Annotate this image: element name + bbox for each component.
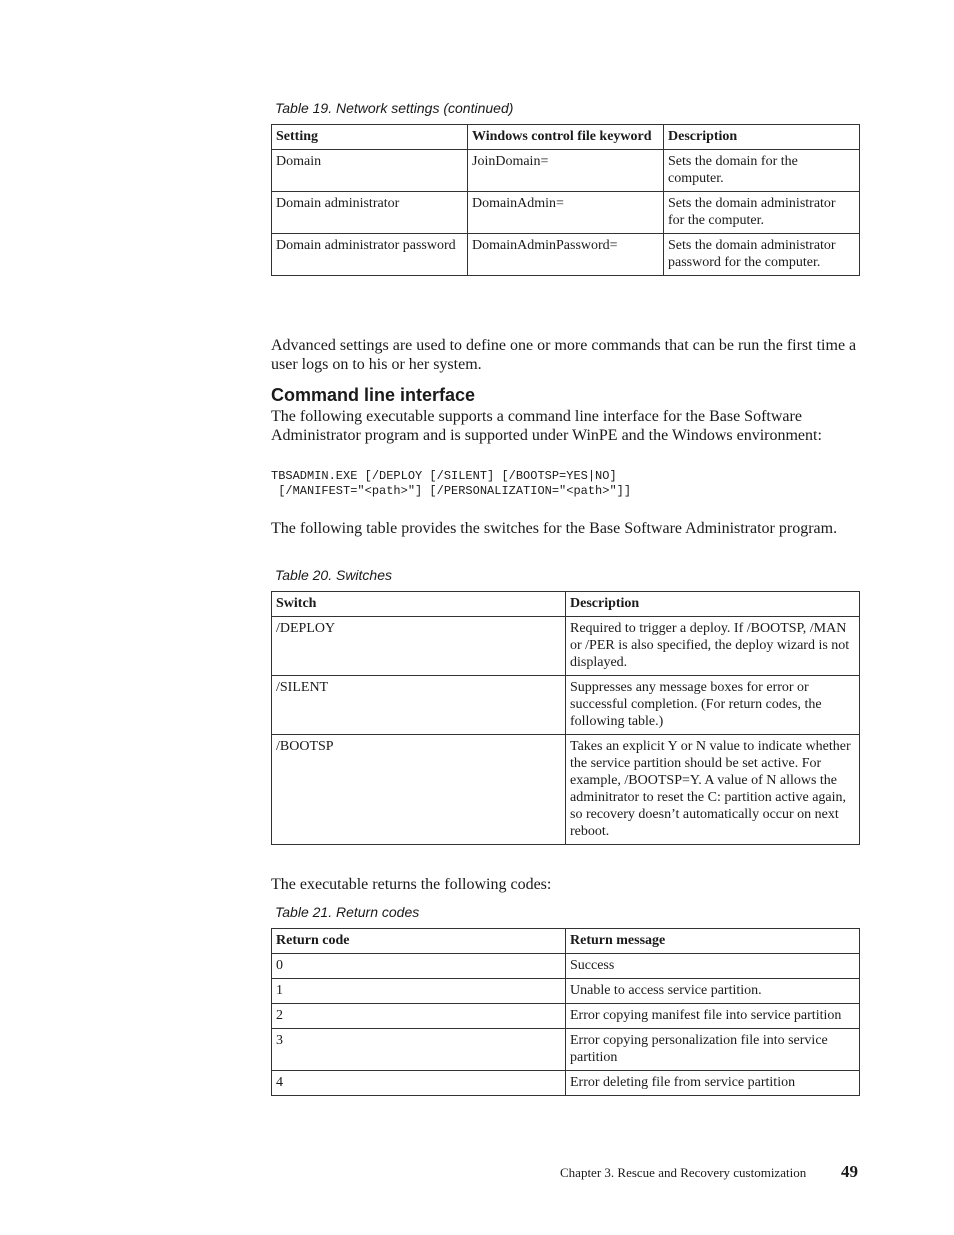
table-header-cell: Return code — [272, 929, 566, 954]
table-cell: 2 — [272, 1004, 566, 1029]
table-cell: Error copying personalization file into service partition — [566, 1029, 860, 1071]
table-row — [272, 954, 860, 979]
table-header-cell: Description — [566, 592, 860, 617]
table-cell: Takes an explicit Y or N value to indicate whether the service partition should be set active. For example, /BOOTSP=Y. A value of N allows the adminitrator to reset the C: partition active again, so recovery doesn’t automatically occur on next reboot. — [566, 735, 860, 845]
intro-paragraph: The following executable supports a command line interface for the Base Software Administrator program and is supported under WinPE and the Windows environment: — [271, 408, 822, 444]
table-cell: /DEPLOY — [272, 617, 566, 676]
table-21 — [271, 928, 860, 1096]
switches-intro-paragraph: The following table provides the switches for the Base Software Administrator program. — [271, 520, 838, 537]
table-cell: 4 — [272, 1071, 566, 1096]
table-cell: 1 — [272, 979, 566, 1004]
table-cell: Error copying manifest file into service partition — [566, 1004, 860, 1029]
table-cell: /BOOTSP — [272, 735, 566, 845]
table-cell: Required to trigger a deploy. If /BOOTSP, /MAN or /PER is also specified, the deploy wizard is not displayed. — [566, 617, 860, 676]
table-row — [272, 676, 860, 735]
table-row — [272, 1029, 860, 1071]
table-cell: DomainAdminPassword= — [468, 234, 664, 276]
table-header-cell: Switch — [272, 592, 566, 617]
table-cell: Success — [566, 954, 860, 979]
table-21-caption: Table 21. Return codes — [275, 904, 420, 920]
table-cell: JoinDomain= — [468, 150, 664, 192]
table-cell: Sets the domain administrator for the computer. — [664, 192, 860, 234]
table-row — [272, 150, 860, 192]
table-cell: Error deleting file from service partition — [566, 1071, 860, 1096]
table-19-caption: Table 19. Network settings (continued) — [275, 100, 514, 116]
command-syntax-line-2: [/MANIFEST="<path>"] [/PERSONALIZATION="<path>"]] — [271, 484, 632, 498]
table-20 — [271, 591, 860, 845]
table-19 — [271, 124, 860, 276]
table-row — [272, 1071, 860, 1096]
section-heading: Command line interface — [271, 385, 476, 405]
table-cell: 3 — [272, 1029, 566, 1071]
table-cell: Domain administrator password — [272, 234, 468, 276]
table-cell: 0 — [272, 954, 566, 979]
table-cell: Domain — [272, 150, 468, 192]
table-header-cell: Return message — [566, 929, 860, 954]
table-header-row — [272, 592, 860, 617]
table-cell: Suppresses any message boxes for error or successful completion. (For return codes, the following table.) — [566, 676, 860, 735]
table-row — [272, 1004, 860, 1029]
page-number: 49 — [841, 1162, 858, 1181]
table-row — [272, 735, 860, 845]
table-row — [272, 617, 860, 676]
footer-chapter-title: Chapter 3. Rescue and Recovery customization — [560, 1165, 807, 1180]
table-20-caption: Table 20. Switches — [275, 567, 392, 583]
table-cell: Domain administrator — [272, 192, 468, 234]
advanced-settings-paragraph: Advanced settings are used to define one or more commands that can be run the first time a user logs on to his or her system. — [271, 337, 857, 373]
table-row — [272, 192, 860, 234]
table-header-cell: Setting — [272, 125, 468, 150]
table-row — [272, 979, 860, 1004]
table-header-row — [272, 125, 860, 150]
table-header-row — [272, 929, 860, 954]
table-cell: /SILENT — [272, 676, 566, 735]
table-header-cell: Windows control file keyword — [468, 125, 664, 150]
table-cell: Sets the domain for the computer. — [664, 150, 860, 192]
table-header-cell: Description — [664, 125, 860, 150]
table-cell: Unable to access service partition. — [566, 979, 860, 1004]
table-row — [272, 234, 860, 276]
table-cell: DomainAdmin= — [468, 192, 664, 234]
return-codes-intro: The executable returns the following codes: — [271, 876, 552, 893]
command-syntax-line-1: TBSADMIN.EXE [/DEPLOY [/SILENT] [/BOOTSP=YES|NO] — [271, 469, 617, 483]
table-cell: Sets the domain administrator password for the computer. — [664, 234, 860, 276]
